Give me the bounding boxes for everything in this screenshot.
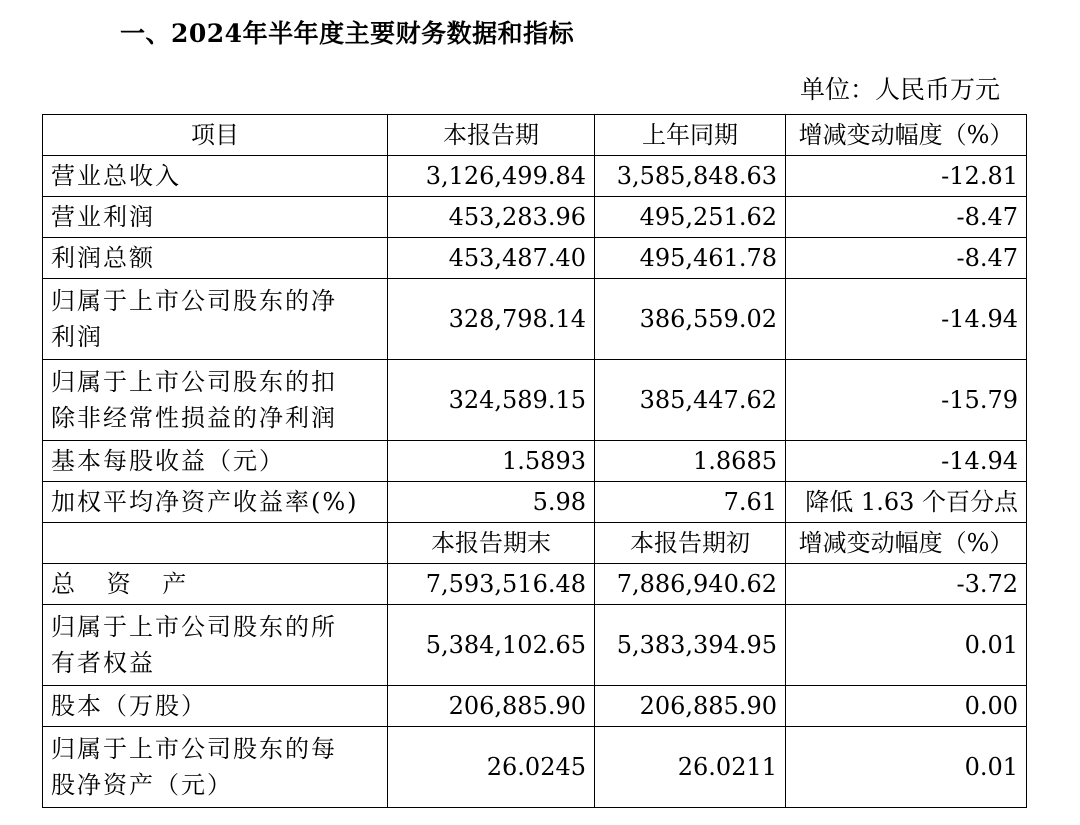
row-label: 总 资 产: [51, 570, 199, 598]
row-label: 营业总收入: [51, 162, 181, 190]
row-change-value: -12.81: [786, 156, 1027, 197]
table-subheader-row: [43, 523, 1027, 564]
row-previous-value: 385,447.62: [595, 360, 786, 441]
row-label: 加权平均净资产收益率(%): [51, 488, 359, 516]
row-change-value: -8.47: [786, 238, 1027, 279]
row-previous-value: 206,885.90: [595, 686, 786, 727]
table-row: [43, 360, 1027, 441]
subheader-period-start: 本报告期初: [595, 523, 786, 564]
row-previous-value: 1.8685: [595, 441, 786, 482]
row-label: 股本（万股）: [51, 692, 207, 720]
section-heading: 一、2024年半年度主要财务数据和指标: [120, 19, 575, 48]
row-label: 营业利润: [51, 203, 155, 231]
header-item: 项目: [43, 115, 388, 156]
row-previous-value: 7.61: [595, 482, 786, 523]
row-change-value: 降低 1.63 个百分点: [786, 482, 1027, 523]
subheader-item: [43, 523, 388, 564]
row-change-value: -3.72: [786, 564, 1027, 605]
row-current-value: 328,798.14: [388, 279, 595, 360]
table-row: [43, 686, 1027, 727]
table-row: [43, 156, 1027, 197]
row-previous-value: 495,251.62: [595, 197, 786, 238]
row-label: 归属于上市公司股东的每 股净资产（元）: [51, 735, 337, 799]
table-header-row: [43, 115, 1027, 156]
table-row: [43, 238, 1027, 279]
row-change-value: -15.79: [786, 360, 1027, 441]
row-previous-value: 5,383,394.95: [595, 605, 786, 686]
header-change: 增减变动幅度（%）: [786, 115, 1027, 156]
row-previous-value: 386,559.02: [595, 279, 786, 360]
subheader-change: 增减变动幅度（%）: [786, 523, 1027, 564]
row-change-value: -14.94: [786, 279, 1027, 360]
row-change-value: -14.94: [786, 441, 1027, 482]
row-change-value: -8.47: [786, 197, 1027, 238]
row-label: 基本每股收益（元）: [51, 447, 285, 475]
row-current-value: 5,384,102.65: [388, 605, 595, 686]
row-label: 利润总额: [51, 244, 155, 272]
subheader-period-end: 本报告期末: [388, 523, 595, 564]
row-previous-value: 3,585,848.63: [595, 156, 786, 197]
table-row: [43, 279, 1027, 360]
table-row: [43, 564, 1027, 605]
row-change-value: 0.01: [786, 727, 1027, 808]
row-current-value: 324,589.15: [388, 360, 595, 441]
row-label: 归属于上市公司股东的所 有者权益: [51, 613, 337, 677]
row-current-value: 1.5893: [388, 441, 595, 482]
row-label: 归属于上市公司股东的扣 除非经常性损益的净利润: [51, 368, 337, 432]
row-previous-value: 26.0211: [595, 727, 786, 808]
row-current-value: 453,487.40: [388, 238, 595, 279]
currency-unit-note: 单位：人民币万元: [799, 75, 1000, 104]
row-current-value: 3,126,499.84: [388, 156, 595, 197]
row-change-value: 0.01: [786, 605, 1027, 686]
table-row: [43, 605, 1027, 686]
header-previous-period: 上年同期: [595, 115, 786, 156]
row-previous-value: 495,461.78: [595, 238, 786, 279]
row-label: 归属于上市公司股东的净 利润: [51, 287, 337, 351]
table-row: [43, 441, 1027, 482]
header-current-period: 本报告期: [388, 115, 595, 156]
table-row: [43, 482, 1027, 523]
financial-data-table: [42, 114, 1027, 808]
row-current-value: 7,593,516.48: [388, 564, 595, 605]
table-row: [43, 727, 1027, 808]
row-current-value: 26.0245: [388, 727, 595, 808]
row-change-value: 0.00: [786, 686, 1027, 727]
row-current-value: 5.98: [388, 482, 595, 523]
table-row: [43, 197, 1027, 238]
row-current-value: 453,283.96: [388, 197, 595, 238]
row-current-value: 206,885.90: [388, 686, 595, 727]
row-previous-value: 7,886,940.62: [595, 564, 786, 605]
